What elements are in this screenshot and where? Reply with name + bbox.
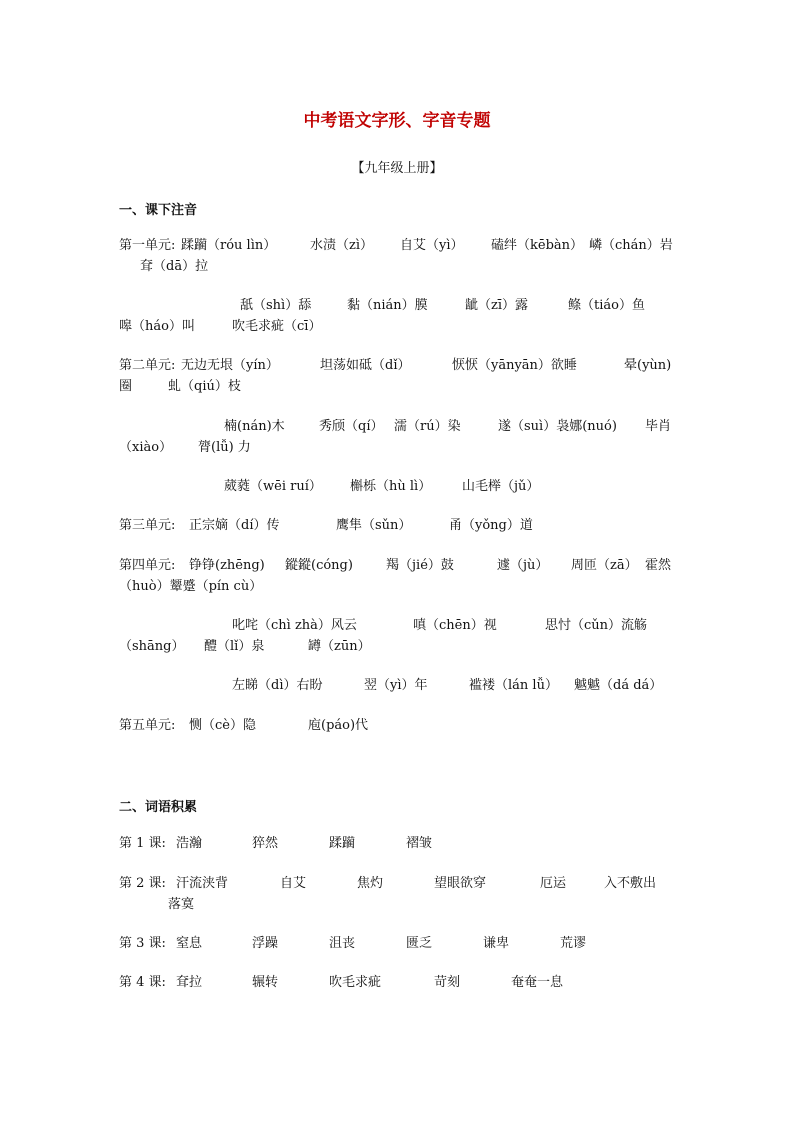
term: 正宗嫡（dí）传: [189, 518, 280, 533]
term: 嶙（chán）岩: [589, 238, 673, 253]
term: 膂(lǚ) 力: [198, 440, 251, 455]
page-subtitle: 【九年级上册】: [351, 161, 443, 176]
term: 翌（yì）年: [364, 678, 428, 693]
term: （xiào）: [119, 440, 173, 455]
term: 楠(nán)木: [224, 419, 285, 434]
term: 圈: [119, 379, 133, 394]
term: 庖(páo)代: [308, 718, 369, 733]
term: 龇（zī）露: [465, 298, 529, 313]
term: 左睇（dì）右盼: [232, 678, 323, 693]
term: 褴褛（lán lǚ）: [469, 678, 558, 693]
term: （huò）颦蹙（pín cù）: [119, 579, 263, 594]
word: 奄奄一息: [511, 975, 564, 990]
page-title: 中考语文字形、字音专题: [303, 111, 491, 131]
term: 磕绊（kēbàn）: [491, 238, 584, 253]
term: 舐（shì）舔: [240, 298, 312, 313]
term: 鹰隼（sǔn）: [336, 518, 412, 533]
term: 无边无垠（yín）: [181, 358, 279, 373]
lesson-label: 第 3 课:: [119, 936, 166, 951]
unit-label: 第三单元:: [119, 518, 176, 533]
word: 浩瀚: [176, 836, 203, 851]
term: 耷（dā）拉: [140, 259, 209, 274]
term: 羯（jié）鼓: [386, 558, 454, 573]
unit-label: 第四单元:: [119, 558, 176, 573]
lesson-label: 第 4 课:: [119, 975, 166, 990]
word: 汗流浃背: [176, 876, 229, 891]
term: 坦荡如砥（dǐ）: [320, 358, 411, 373]
word: 望眼欲穿: [434, 876, 487, 891]
term: 蹂躏（róu lìn）: [181, 238, 277, 253]
term: 甬（yǒng）道: [449, 518, 533, 533]
term: 鏦鏦(cóng): [285, 558, 353, 573]
term: 毕肖: [645, 419, 672, 434]
term: 遽（jù）: [497, 558, 549, 573]
term: 醴（lǐ）泉: [204, 639, 265, 654]
term: 虬（qiú）枝: [168, 379, 241, 394]
term: 晕(yùn): [624, 358, 672, 373]
term: 山毛榉（jǔ）: [462, 479, 540, 494]
section-heading-vocabulary: 二、词语积累: [119, 800, 198, 815]
term: 遂（suì）袅娜(nuó): [498, 419, 617, 434]
term: 黏（nián）膜: [347, 298, 428, 313]
term: 濡（rú）染: [394, 419, 461, 434]
term: 周匝（zā）: [571, 558, 638, 573]
term: 思忖（cǔn）流觞: [545, 618, 648, 633]
term: 水渍（zì）: [310, 238, 374, 253]
term: 恹恹（yānyān）欲睡: [452, 358, 577, 373]
term: 魆魆（dá dá）: [574, 678, 663, 693]
word: 厄运: [540, 876, 567, 891]
term: 葳蕤（wēi ruí）: [224, 479, 322, 494]
word: 吹毛求疵: [329, 975, 382, 990]
term: 秀颀（qí）: [319, 419, 384, 434]
term: 恻（cè）隐: [189, 718, 256, 733]
word: 匮乏: [406, 936, 433, 951]
word: 猝然: [252, 836, 279, 851]
term: 槲栎（hù lì）: [350, 479, 432, 494]
lesson-label: 第 2 课:: [119, 876, 166, 891]
term: 叱咤（chì zhà）风云: [232, 618, 357, 633]
word: 荒谬: [560, 936, 587, 951]
section-heading-pronunciation: 一、课下注音: [119, 203, 198, 218]
term: 嗔（chēn）视: [413, 618, 497, 633]
word: 谦卑: [483, 936, 510, 951]
word: 褶皱: [406, 836, 433, 851]
term: 霍然: [645, 558, 672, 573]
term: （shāng）: [119, 639, 185, 654]
word: 浮躁: [252, 936, 279, 951]
term: 自艾（yì）: [400, 238, 464, 253]
word: 入不敷出: [604, 876, 657, 891]
term: 铮铮(zhēng): [189, 558, 265, 573]
word: 耷拉: [176, 975, 203, 990]
term: 罇（zūn）: [308, 639, 371, 654]
word: 苛刻: [434, 975, 461, 990]
lesson-label: 第 1 课:: [119, 836, 166, 851]
unit-label: 第一单元:: [119, 238, 176, 253]
term: 嗥（háo）叫: [119, 319, 195, 334]
word: 落寞: [168, 897, 195, 912]
word: 沮丧: [329, 936, 356, 951]
word: 焦灼: [357, 876, 384, 891]
word: 蹂躏: [329, 836, 356, 851]
unit-label: 第五单元:: [119, 718, 176, 733]
word: 自艾: [280, 876, 307, 891]
term: 鲦（tiáo）鱼: [568, 298, 645, 313]
unit-label: 第二单元:: [119, 358, 176, 373]
term: 吹毛求疵（cī）: [232, 319, 322, 334]
word: 辗转: [252, 975, 279, 990]
word: 窒息: [176, 936, 203, 951]
